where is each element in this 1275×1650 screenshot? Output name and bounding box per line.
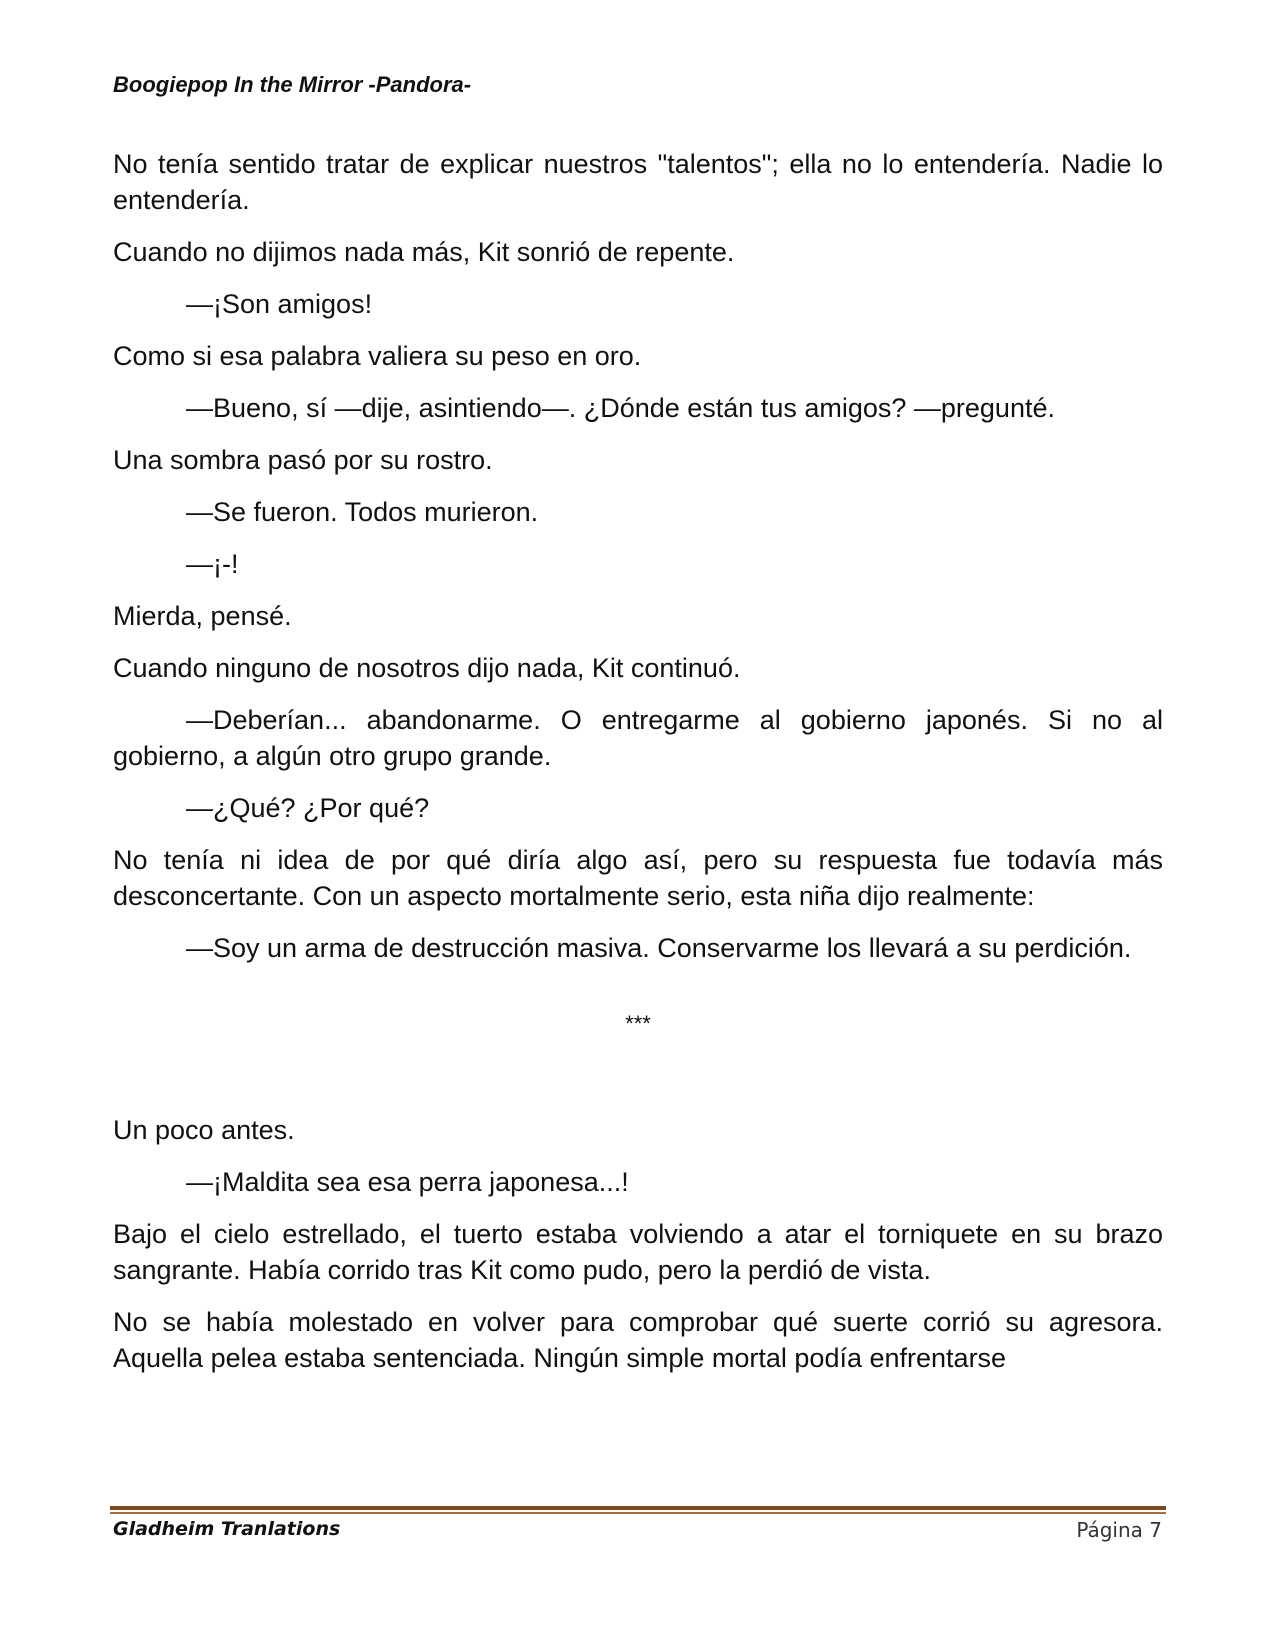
paragraph: Un poco antes. [113,1115,295,1145]
paragraph: Mierda, pensé. [113,601,292,631]
footer-publisher: Gladheim Tranlations [113,1518,341,1540]
dialogue-line: —¡Son amigos! [186,289,373,319]
dialogue-line: —¡-! [186,549,239,579]
body-text [113,146,1163,1392]
footer-page-number: Página 7 [1076,1518,1162,1542]
paragraph: Cuando no dijimos nada más, Kit sonrió de repente. [113,237,735,267]
dialogue-line: —Bueno, sí —dije, asintiendo—. ¿Dónde están tus amigos? —pregunté. [186,393,1055,423]
paragraph: Una sombra pasó por su rostro. [113,445,493,475]
paragraph: No tenía sentido tratar de explicar nuestros "talentos"; ella no lo entendería. Nadie lo entendería. [113,149,1163,215]
dialogue-line: —Deberían... abandonarme. O entregarme al gobierno japonés. Si no al gobierno, a algún otro grupo grande. [113,705,1163,771]
footer-rule [110,1506,1166,1510]
dialogue-line: —¡Maldita sea esa perra japonesa...! [186,1167,629,1197]
running-header-title: Boogiepop In the Mirror -Pandora- [113,72,472,97]
dialogue-line: —Se fueron. Todos murieron. [186,497,539,527]
paragraph: No tenía ni idea de por qué diría algo así, pero su respuesta fue todavía más desconcertante. Con un aspecto mortalmente serio, esta niña dijo realmente: [113,845,1163,911]
paragraph: No se había molestado en volver para comprobar qué suerte corrió su agresora. Aquella pelea estaba sentenciada. Ningún simple mortal podía enfrentarse [113,1307,1163,1373]
footer-rule-thin [110,1512,1166,1514]
paragraph: Cuando ninguno de nosotros dijo nada, Kit continuó. [113,653,741,683]
paragraph: Bajo el cielo estrellado, el tuerto estaba volviendo a atar el torniquete en su brazo sangrante. Había corrido tras Kit como pudo, pero la perdió de vista. [113,1219,1163,1285]
paragraph: Como si esa palabra valiera su peso en oro. [113,341,642,371]
dialogue-line: —¿Qué? ¿Por qué? [186,793,430,823]
dialogue-line: —Soy un arma de destrucción masiva. Conservarme los llevará a su perdición. [186,933,1132,963]
scene-separator: *** [625,1011,651,1036]
